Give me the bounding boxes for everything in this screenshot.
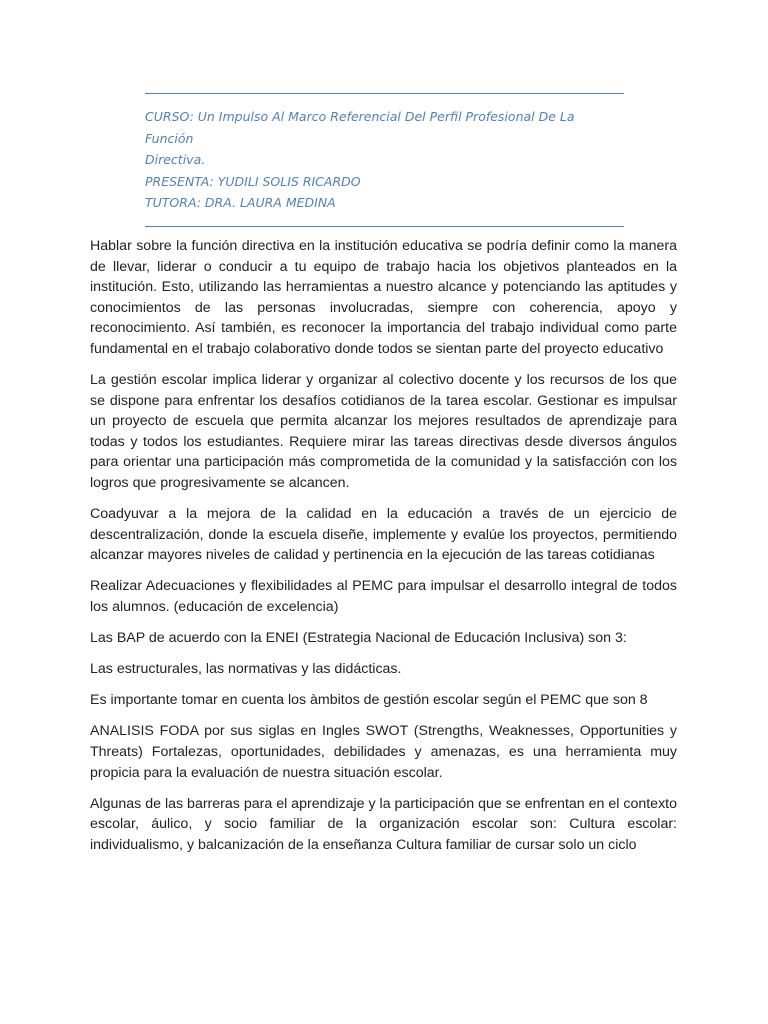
- paragraph-gestion-escolar: La gestión escolar implica liderar y organizar al colectivo docente y los recursos de los que se dispone para enfrentar los desafíos cotidianos de la tarea escolar. Gestionar es impulsar un proyecto de escuela que permita alcanzar los mejores resultados de aprendizaje para todas y todos los estudiantes. Requiere mirar las tareas directivas desde diversos ángulos para orientar una participación más comprometida de la comunidad y la satisfacción con los logros que progresivamente se alcancen.: [90, 372, 677, 492]
- paragraph-ambitos: Es importante tomar en cuenta los àmbitos de gestión escolar según el PEMC que son 8: [90, 692, 648, 709]
- paragraph-foda: ANALISIS FODA por sus siglas en Ingles SWOT (Strengths, Weaknesses, Opportunities y Threats) Fortalezas, oportunidades, debilidades y amenazas, es una herramienta muy propicia para la evaluación de nuestra situación escolar.: [90, 723, 677, 781]
- paragraph-estructurales: Las estructurales, las normativas y las didácticas.: [90, 661, 402, 678]
- header-text: [145, 94, 624, 226]
- header-bottom-rule: [145, 226, 624, 227]
- course-title-line-1: CURSO: Un Impulso Al Marco Referencial Del Perfil Profesional De La Función: [145, 109, 575, 146]
- paragraph-funcion-directiva: Hablar sobre la función directiva en la institución educativa se podría definir como la manera de llevar, liderar o conducir a tu equipo de trabajo hacia los objetivos planteados en la institución. Esto, utilizando las herramientas a nuestro alcance y potenciando las aptitudes y conocimientos de las personas involucradas, siempre con coherencia, apoyo y reconocimiento. Así también, es reconocer la importancia del trabajo individual como parte fundamental en el trabajo colaborativo donde todos se sientan parte del proyecto educativo: [90, 238, 677, 357]
- paragraph-coadyuvar: Coadyuvar a la mejora de la calidad en la educación a través de un ejercicio de descentralización, donde la escuela diseñe, implemente y evalúe los proyectos, permitiendo alcanzar mayores niveles de calidad y pertinencia en la ejecución de las tareas cotidianas: [90, 506, 677, 564]
- document-body: [90, 236, 677, 866]
- course-header: [145, 93, 624, 227]
- presenter-line: PRESENTA: YUDILI SOLIS RICARDO: [145, 173, 361, 189]
- course-title-line-2: Directiva.: [145, 152, 206, 167]
- paragraph-barreras: Algunas de las barreras para el aprendizaje y la participación que se enfrentan en el contexto escolar, áulico, y socio familiar de la organización escolar son: Cultura escolar: individualismo, y balcanización de la enseñanza Cultura familiar de cursar solo un ciclo: [90, 795, 677, 853]
- tutor-line: TUTORA: DRA. LAURA MEDINA: [145, 195, 336, 210]
- paragraph-bap: Las BAP de acuerdo con la ENEI (Estrategia Nacional de Educación Inclusiva) son 3:: [90, 630, 627, 647]
- paragraph-adecuaciones: Realizar Adecuaciones y flexibilidades al PEMC para impulsar el desarrollo integral de todos los alumnos. (educación de excelencia): [90, 578, 677, 615]
